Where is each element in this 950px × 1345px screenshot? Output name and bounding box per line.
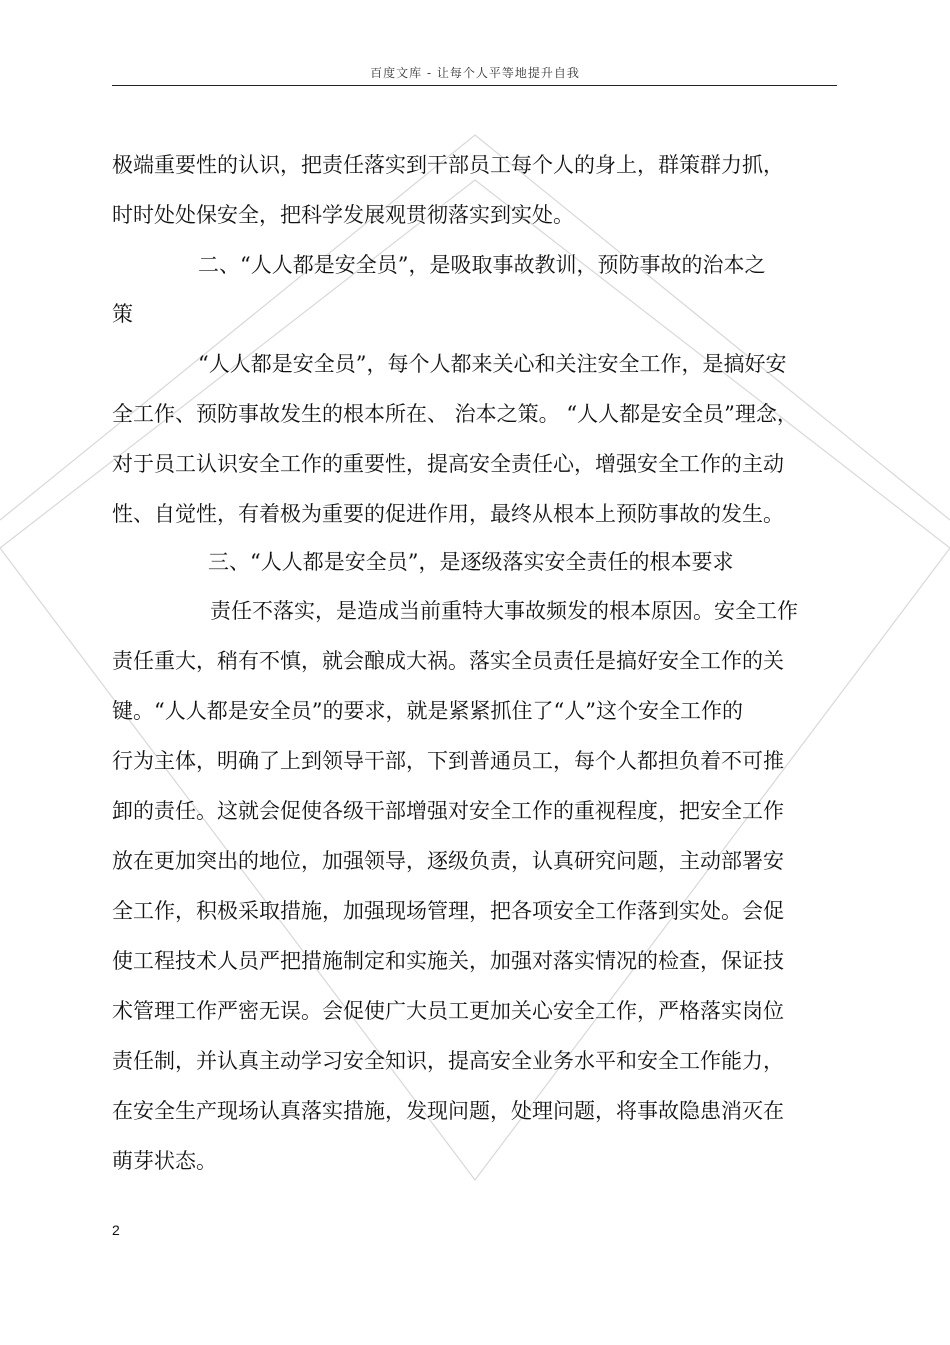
text-line: 术管理工作严密无误。会促使广大员工更加关心安全工作，严格落实岗位 <box>112 999 784 1023</box>
text-line: 在安全生产现场认真落实措施，发现问题，处理问题，将事故隐患消灭在 <box>112 1099 784 1123</box>
section-heading: 三、“人人都是安全员”，是逐级落实安全责任的根本要求 <box>208 550 734 574</box>
section-heading: 策 <box>112 302 133 326</box>
text-line: 放在更加突出的地位，加强领导，逐级负责，认真研究问题，主动部署安 <box>112 849 784 873</box>
header-title: 百度文库 - 让每个人平等地提升自我 <box>370 66 580 80</box>
text-line: 键。“人人都是安全员”的要求，就是紧紧抓住了“人”这个安全工作的 <box>112 699 743 723</box>
text-line: 时时处处保安全，把科学发展观贯彻落实到实处。 <box>112 203 574 227</box>
text-line: 行为主体，明确了上到领导干部，下到普通员工，每个人都担负着不可推 <box>112 749 784 773</box>
text-line: 责任重大，稍有不慎，就会酿成大祸。落实全员责任是搞好安全工作的关 <box>112 649 784 673</box>
text-line: 责任不落实，是造成当前重特大事故频发的根本原因。安全工作 <box>210 599 798 623</box>
text-line: 全工作、预防事故发生的根本所在、 治本之策。 “人人都是安全员”理念， <box>112 402 798 426</box>
text-line: 性、自觉性，有着极为重要的促进作用，最终从根本上预防事故的发生。 <box>112 502 784 526</box>
text-line: 使工程技术人员严把措施制定和实施关，加强对落实情况的检查，保证技 <box>112 949 784 973</box>
text-line: 卸的责任。这就会促使各级干部增强对安全工作的重视程度，把安全工作 <box>112 799 784 823</box>
text-line: 责任制，并认真主动学习安全知识，提高安全业务水平和安全工作能力， <box>112 1049 784 1073</box>
text-line: 萌芽状态。 <box>112 1149 217 1173</box>
text-line: 全工作，积极采取措施，加强现场管理，把各项安全工作落到实处。会促 <box>112 899 784 923</box>
text-line: 对于员工认识安全工作的重要性，提高安全责任心，增强安全工作的主动 <box>112 452 784 476</box>
header-divider <box>112 85 837 86</box>
page-number: 2 <box>112 1222 120 1238</box>
section-heading: 二、“人人都是安全员”，是吸取事故教训，预防事故的治本之 <box>198 253 766 277</box>
text-line: 极端重要性的认识，把责任落实到干部员工每个人的身上，群策群力抓， <box>112 153 784 177</box>
text-line: “人人都是安全员”，每个人都来关心和关注安全工作，是搞好安 <box>198 352 787 376</box>
